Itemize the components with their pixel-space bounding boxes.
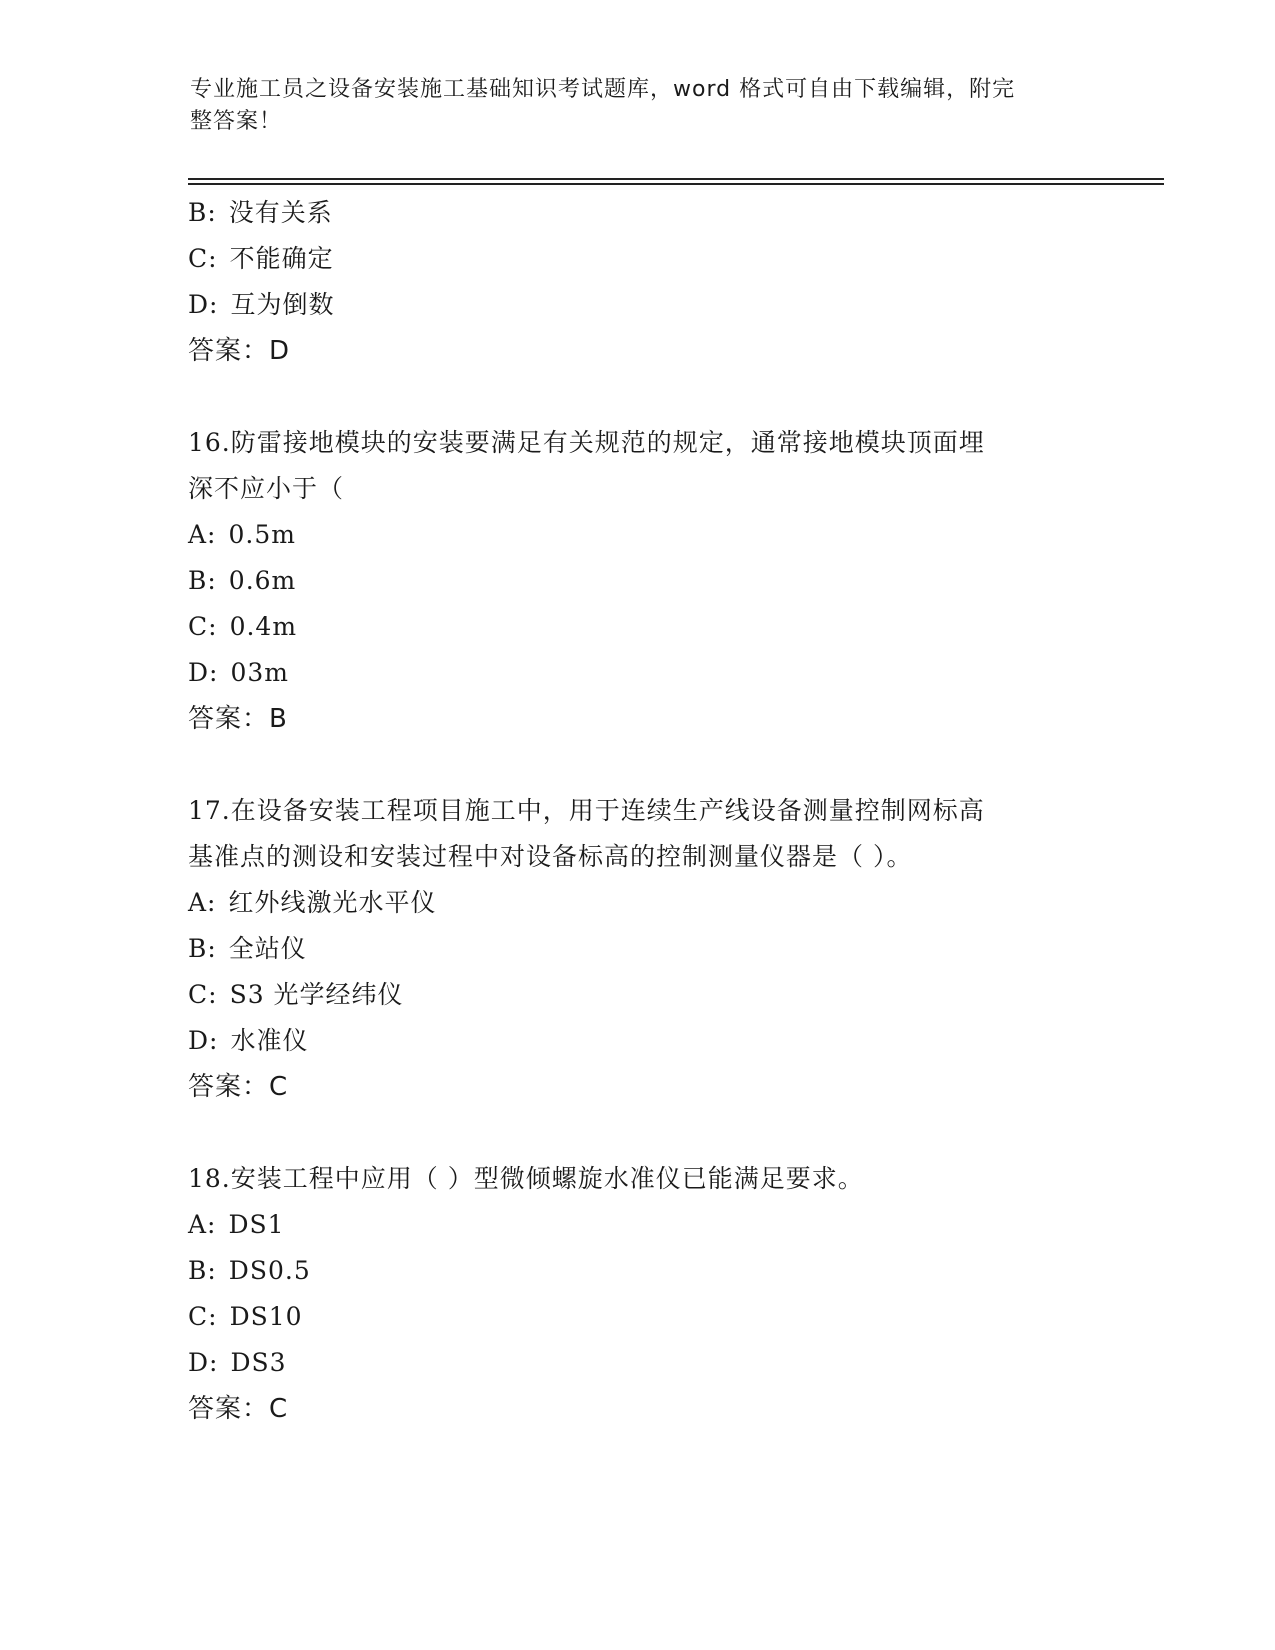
option-text: 0.5m xyxy=(228,520,296,549)
question-16 xyxy=(188,420,1088,742)
option-a xyxy=(188,880,1088,926)
prev-question-block xyxy=(188,190,1088,374)
option-label: D: xyxy=(188,290,219,319)
option-text: DS1 xyxy=(228,1210,285,1239)
option-text: 0.6m xyxy=(228,566,297,595)
option-c xyxy=(188,604,1088,650)
option-text: DS3 xyxy=(230,1348,287,1377)
question-18 xyxy=(188,1156,1088,1432)
option-text: 互为倒数 xyxy=(230,290,335,319)
option-d xyxy=(188,282,1088,328)
option-text: DS0.5 xyxy=(228,1256,311,1285)
option-text: 没有关系 xyxy=(228,198,333,227)
answer-line: 答案：D xyxy=(188,336,291,366)
question-list xyxy=(188,190,1088,1432)
header-line-2: 整答案！ xyxy=(190,109,283,134)
option-label: B: xyxy=(188,198,217,227)
question-text-line-1: 16.防雷接地模块的安装要满足有关规范的规定，通常接地模块顶面埋 xyxy=(188,428,985,457)
question-text-line-1: 18.安装工程中应用（ ）型微倾螺旋水准仪已能满足要求。 xyxy=(188,1164,864,1193)
question-17 xyxy=(188,788,1088,1110)
option-a xyxy=(188,512,1088,558)
question-text-line-2: 深不应小于（ xyxy=(188,474,345,503)
option-d xyxy=(188,1340,1088,1386)
option-label: D: xyxy=(188,658,219,687)
option-text: 0.4m xyxy=(229,612,298,641)
option-label: B: xyxy=(188,1256,217,1285)
question-text-line-1: 17.在设备安装工程项目施工中，用于连续生产线设备测量控制网标高 xyxy=(188,796,985,825)
answer-line: 答案：C xyxy=(188,1394,289,1424)
header-divider-top xyxy=(188,178,1164,180)
option-label: D: xyxy=(188,1026,219,1055)
option-label: C: xyxy=(188,244,218,273)
question-text-line-2: 基准点的测设和安装过程中对设备标高的控制测量仪器是（ ）。 xyxy=(188,842,913,871)
option-text: 水准仪 xyxy=(230,1026,309,1055)
option-b xyxy=(188,1248,1088,1294)
answer-line: 答案：C xyxy=(188,1072,289,1102)
option-label: A: xyxy=(188,888,217,917)
option-text: S3 光学经纬仪 xyxy=(229,980,404,1009)
option-label: D: xyxy=(188,1348,219,1377)
option-label: B: xyxy=(188,934,217,963)
option-label: A: xyxy=(188,520,217,549)
option-label: B: xyxy=(188,566,217,595)
header-line-1: 专业施工员之设备安装施工基础知识考试题库，word 格式可自由下载编辑，附完 xyxy=(190,77,1016,102)
header-divider-bottom xyxy=(188,183,1164,185)
option-c xyxy=(188,236,1088,282)
option-text: 不能确定 xyxy=(229,244,334,273)
option-d xyxy=(188,650,1088,696)
option-text: 03m xyxy=(230,658,289,687)
option-c xyxy=(188,1294,1088,1340)
option-label: C: xyxy=(188,980,218,1009)
option-text: DS10 xyxy=(229,1302,303,1331)
option-label: A: xyxy=(188,1210,217,1239)
document-header xyxy=(190,74,1090,138)
option-label: C: xyxy=(188,612,218,641)
option-b xyxy=(188,926,1088,972)
option-a xyxy=(188,1202,1088,1248)
option-c xyxy=(188,972,1088,1018)
option-b xyxy=(188,190,1088,236)
option-text: 红外线激光水平仪 xyxy=(228,888,437,917)
answer-line: 答案：B xyxy=(188,704,288,734)
option-d xyxy=(188,1018,1088,1064)
option-text: 全站仪 xyxy=(228,934,307,963)
option-b xyxy=(188,558,1088,604)
option-label: C: xyxy=(188,1302,218,1331)
